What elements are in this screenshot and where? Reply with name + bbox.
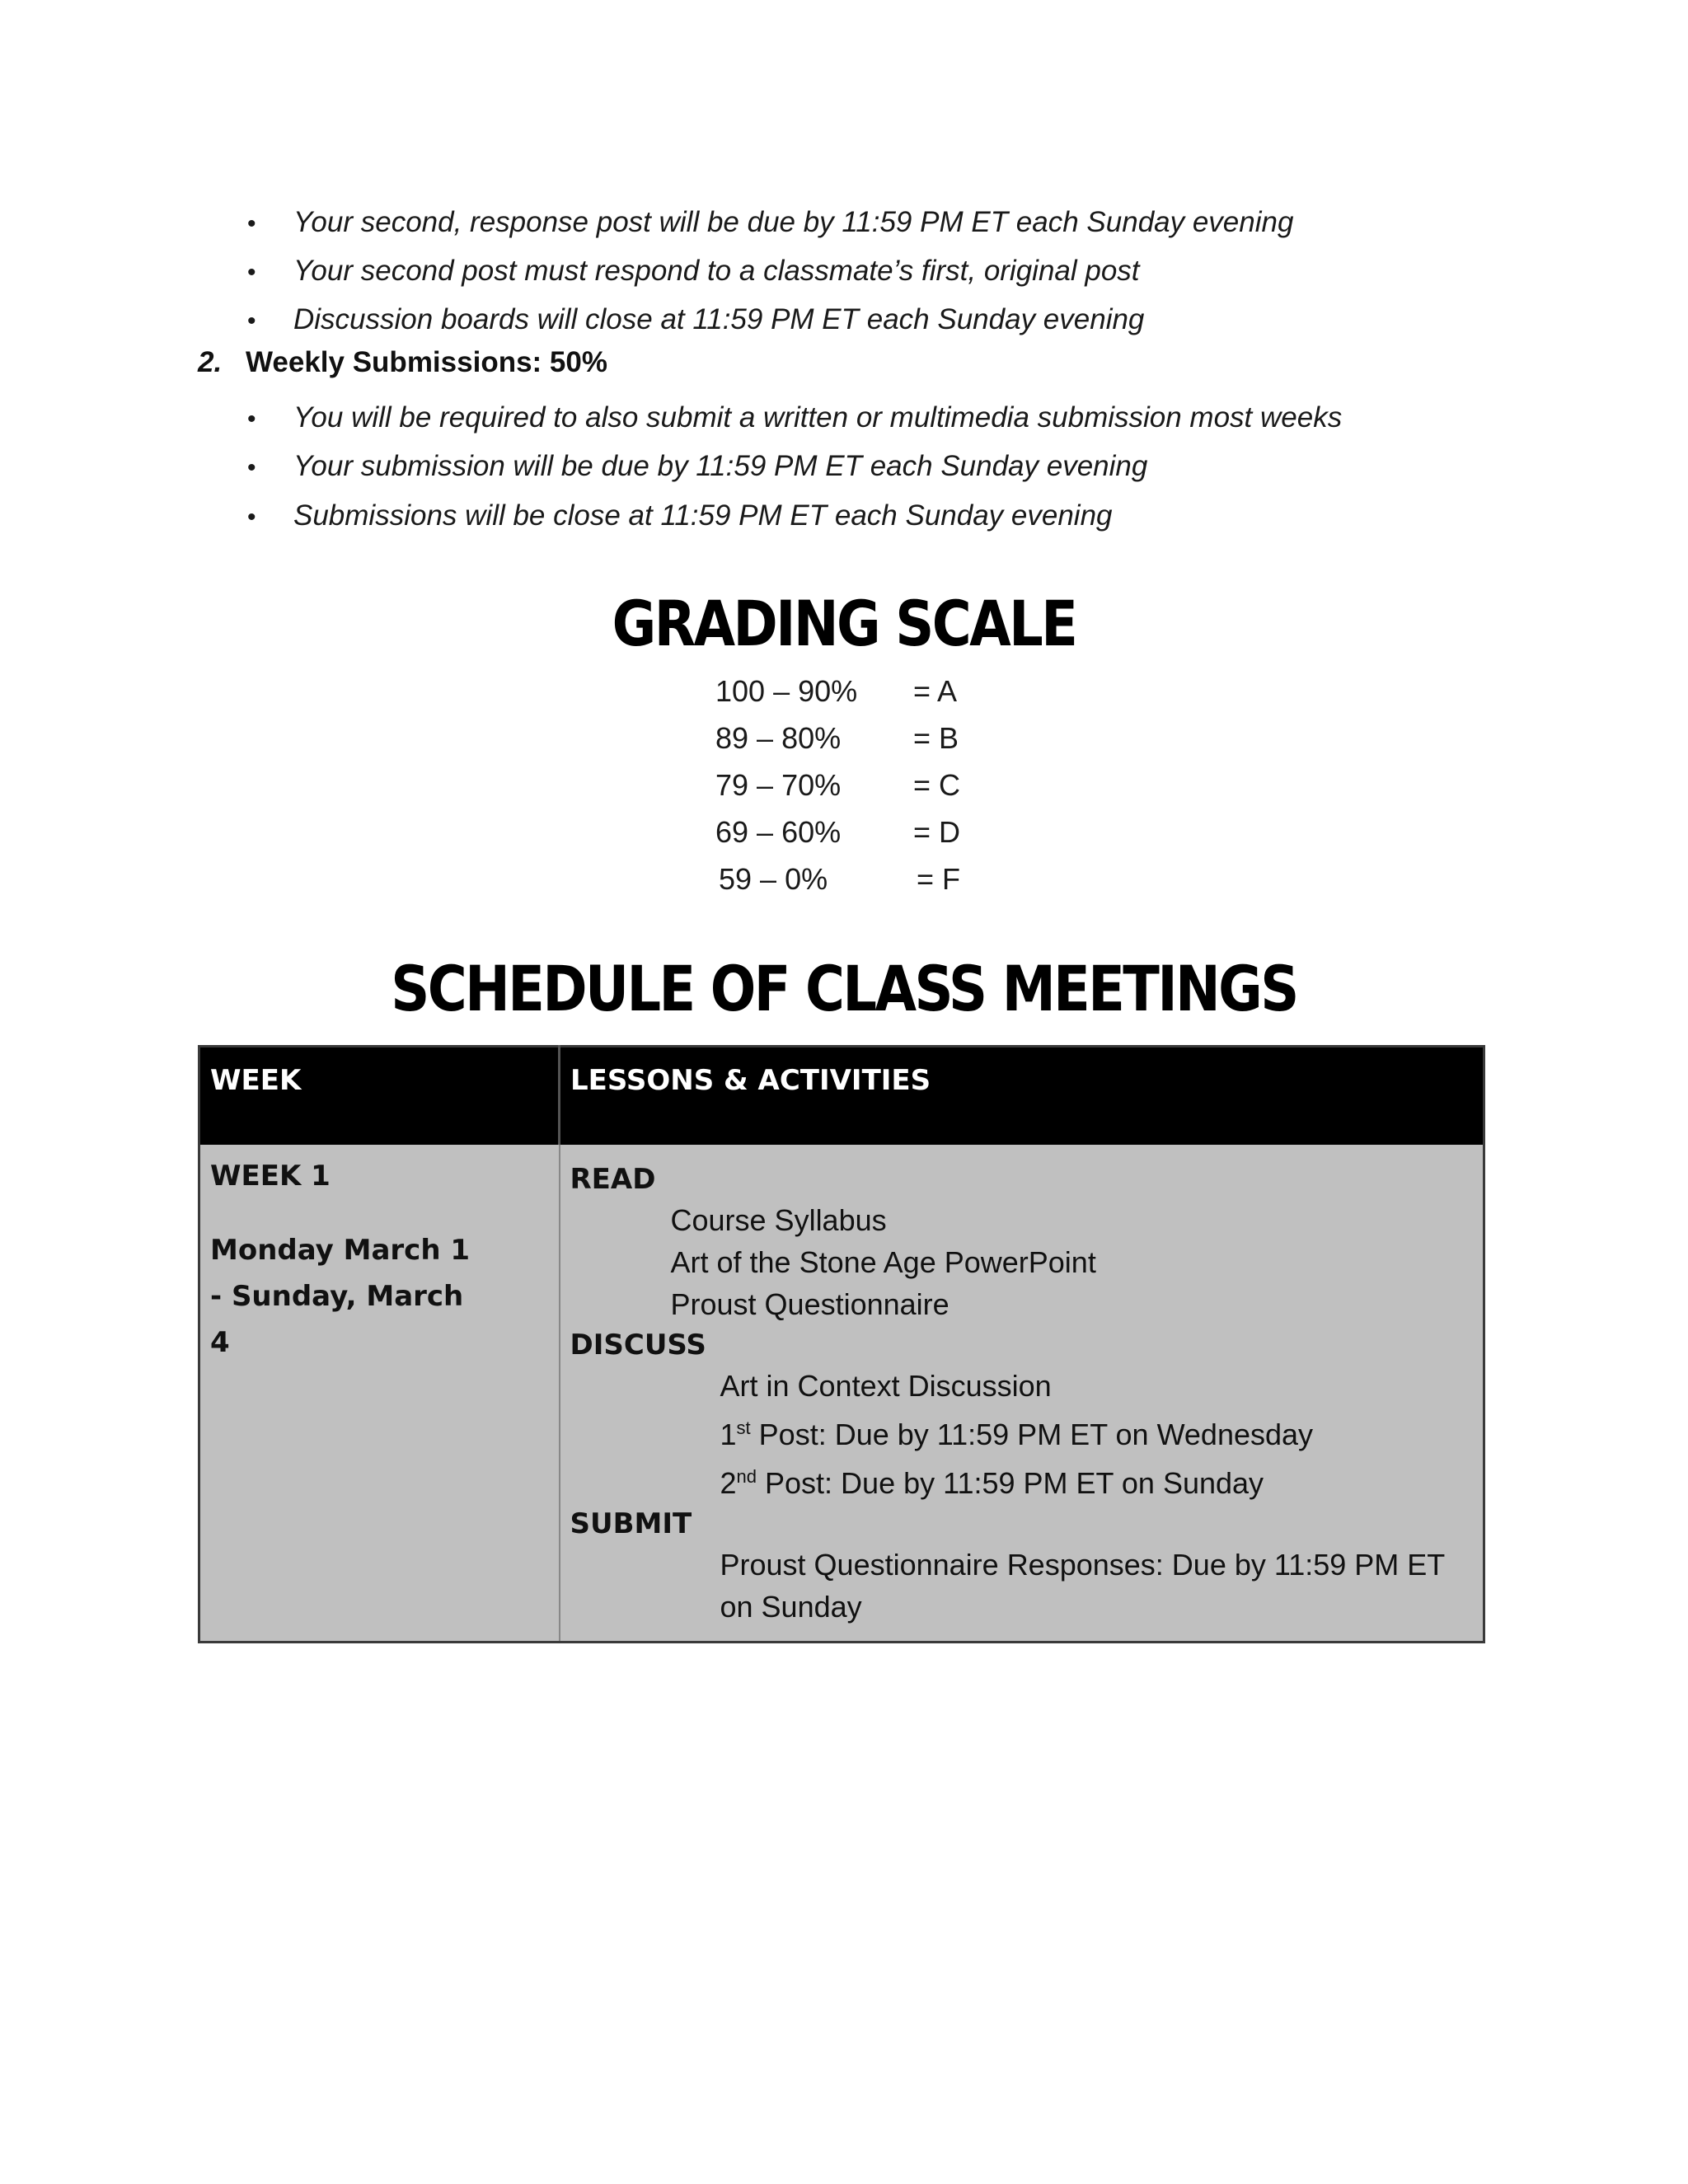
week-column-header: WEEK bbox=[199, 1047, 560, 1146]
grade-range: 69 – 60% bbox=[715, 815, 842, 849]
submit-label: SUBMIT bbox=[570, 1507, 692, 1540]
read-item: Course Syllabus bbox=[670, 1203, 887, 1237]
post-1-deadline bbox=[570, 1407, 1474, 1455]
grade-row bbox=[715, 815, 960, 850]
grade-letter: = D bbox=[913, 815, 961, 849]
grade-letter: = A bbox=[913, 674, 958, 708]
lessons-cell bbox=[560, 1145, 1484, 1643]
submission-bullet: • Your submission will be due by 11:59 PM ET each Sunday evening bbox=[247, 450, 1148, 482]
grade-row bbox=[715, 674, 957, 709]
bullet-text: You will be required to also submit a written or multimedia submission most weeks bbox=[293, 401, 1343, 434]
grading-scale-title: GRADING SCALE bbox=[612, 587, 1076, 660]
post-ordinal: nd bbox=[736, 1466, 757, 1487]
grade-range: 100 – 90% bbox=[715, 674, 858, 708]
week-dates: Monday March 1 - Sunday, March 4 bbox=[210, 1234, 471, 1359]
grade-letter: = C bbox=[913, 768, 961, 802]
post-number: 2 bbox=[720, 1466, 737, 1500]
grade-range: 59 – 0% bbox=[719, 862, 828, 896]
discuss-title: Art in Context Discussion bbox=[720, 1369, 1052, 1403]
bullet-text: Discussion boards will close at 11:59 PM ET each Sunday evening bbox=[293, 303, 1145, 335]
post-ordinal: st bbox=[736, 1418, 751, 1438]
grade-range: 89 – 80% bbox=[715, 721, 842, 755]
grade-range: 79 – 70% bbox=[715, 768, 842, 802]
post-text: Post: Due by 11:59 PM ET on Sunday bbox=[757, 1466, 1264, 1500]
bullet-text: Your submission will be due by 11:59 PM ET each Sunday evening bbox=[293, 450, 1148, 482]
discuss-label: DISCUSS bbox=[570, 1329, 706, 1361]
schedule-table bbox=[198, 1045, 1485, 1643]
discussion-bullet: • Your second post must respond to a classmate’s first, original post bbox=[247, 255, 1140, 287]
table-header-row bbox=[199, 1047, 1484, 1146]
grade-letter: = B bbox=[913, 721, 959, 755]
post-number: 1 bbox=[720, 1418, 737, 1451]
grade-row bbox=[715, 768, 960, 803]
grade-row bbox=[715, 721, 959, 756]
schedule-title: SCHEDULE OF CLASS MEETINGS bbox=[391, 952, 1297, 1025]
grade-row bbox=[719, 862, 960, 897]
submission-bullet: • Submissions will be close at 11:59 PM ET each Sunday evening bbox=[247, 499, 1113, 532]
grade-letter: = F bbox=[917, 862, 961, 896]
lessons-column-header: LESSONS & ACTIVITIES bbox=[560, 1047, 1484, 1146]
bullet-text: Submissions will be close at 11:59 PM ET each Sunday evening bbox=[293, 499, 1113, 532]
submit-item: Proust Questionnaire Responses: Due by 11:59 PM ET on Sunday bbox=[720, 1548, 1445, 1624]
read-label: READ bbox=[570, 1163, 656, 1196]
list-number: 2. bbox=[198, 346, 223, 378]
week-label: WEEK 1 bbox=[210, 1160, 331, 1193]
table-row bbox=[199, 1145, 1484, 1643]
post-2-deadline bbox=[570, 1455, 1474, 1504]
read-item: Proust Questionnaire bbox=[670, 1287, 950, 1321]
discussion-bullet: • Discussion boards will close at 11:59 PM ET each Sunday evening bbox=[247, 303, 1145, 335]
submission-bullet: • You will be required to also submit a written or multimedia submission most weeks bbox=[247, 401, 1343, 434]
week-cell bbox=[199, 1145, 560, 1643]
discussion-bullet: • Your second, response post will be due by 11:59 PM ET each Sunday evening bbox=[247, 206, 1294, 238]
weekly-submissions-heading bbox=[198, 346, 607, 379]
bullet-text: Your second post must respond to a classmate’s first, original post bbox=[293, 255, 1140, 287]
read-item: Art of the Stone Age PowerPoint bbox=[670, 1245, 1096, 1279]
post-text: Post: Due by 11:59 PM ET on Wednesday bbox=[750, 1418, 1314, 1451]
weekly-submissions-title: Weekly Submissions: 50% bbox=[246, 346, 607, 378]
bullet-text: Your second, response post will be due by 11:59 PM ET each Sunday evening bbox=[293, 206, 1294, 238]
